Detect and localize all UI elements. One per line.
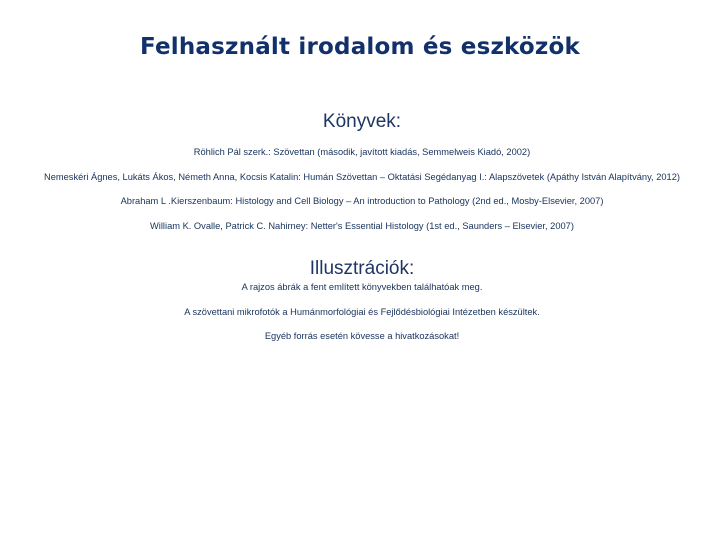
books-heading: Könyvek: xyxy=(322,111,402,132)
illustrations-heading: Illusztrációk: xyxy=(309,258,415,279)
book-reference: Abraham L .Kierszenbaum: Histology and Cell Biology – An introduction to Pathology (2nd ed., Mosby-Elsevier, 2007) xyxy=(120,196,604,206)
illustration-note: A rajzos ábrák a fent említett könyvekben találhatóak meg. xyxy=(241,282,483,292)
book-reference: Röhlich Pál szerk.: Szövettan (második, javított kiadás, Semmelweis Kiadó, 2002) xyxy=(193,147,531,157)
illustration-note: Egyéb forrás esetén kövesse a hivatkozásokat! xyxy=(264,331,460,341)
book-reference: William K. Ovalle, Patrick C. Nahirney: Netter's Essential Histology (1st ed., Saunders – Elsevier, 2007) xyxy=(150,221,574,231)
book-reference: Nemeskéri Ágnes, Lukáts Ákos, Németh Anna, Kocsis Katalin: Humán Szövettan – Oktatási Segédanyag I.: Alapszövetek (Apáthy István Alapítvány, 2012) xyxy=(44,172,680,182)
illustration-note: A szövettani mikrofotók a Humánmorfológiai és Fejlődésbiológiai Intézetben készültek. xyxy=(184,307,540,317)
slide-title: Felhasznált irodalom és eszközök xyxy=(139,34,581,60)
